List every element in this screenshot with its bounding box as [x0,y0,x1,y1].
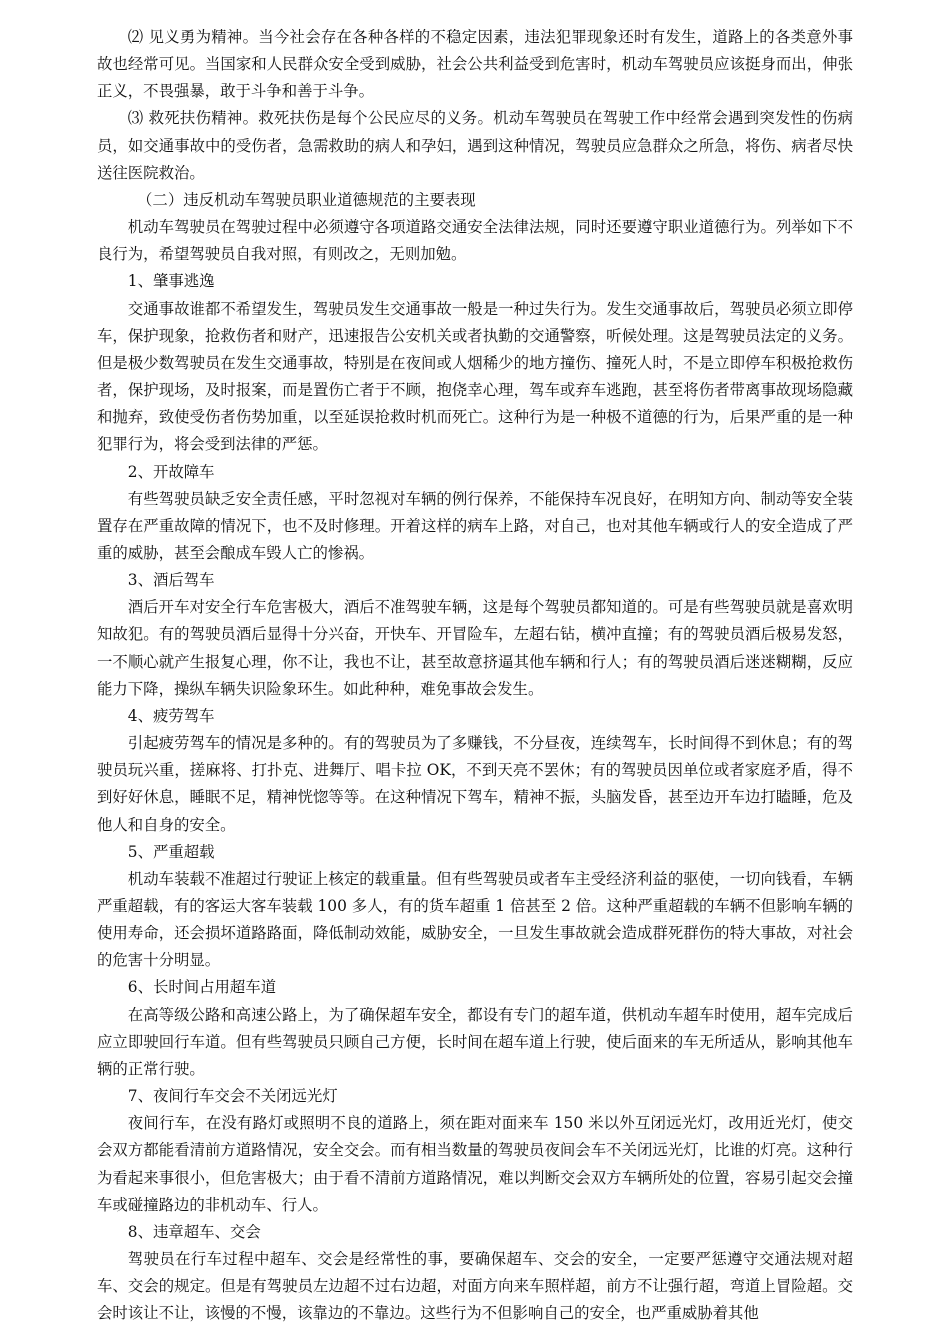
item-heading-faulty-vehicle: 2、开故障车 [127,462,215,481]
document-page [97,24,853,1328]
item-heading-illegal-overtaking: 8、违章超车、交会 [127,1222,261,1241]
paragraph-faulty-vehicle: 有些驾驶员缺乏安全责任感，平时忽视对车辆的例行保养，不能保持车况良好，在明知方向、制动等安全装置存在严重故障的情况下，也不及时修理。开着这样的病车上路，对自己，也对其他车辆或行人的安全造成了严重的威胁，甚至会酿成车毁人亡的惨祸。 [97,489,853,562]
item-heading-high-beam: 7、夜间行车交会不关闭远光灯 [127,1087,338,1106]
paragraph-passing-lane: 在高等级公路和高速公路上，为了确保超车安全，都设有专门的超车道，供机动车超车时使用，超车完成后应立即驶回行车道。但有些驾驶员只顾自己方便，长时间在超车道上行驶，使后面来的车无所适从，影响其他车辆的正常行驶。 [97,1005,853,1078]
paragraph-spirit-rescue: ⑶ 救死扶伤精神。救死扶伤是每个公民应尽的义务。机动车驾驶员在驾驶工作中经常会遇到突发性的伤病员，如交通事故中的受伤者，急需救助的病人和孕妇，遇到这种情况，驾驶员应急群众之所急，将伤、病者尽快送往医院救治。 [97,109,853,182]
paragraph-hit-and-run: 交通事故谁都不希望发生，驾驶员发生交通事故一般是一种过失行为。发生交通事故后，驾驶员必须立即停车，保护现象，抢救伤者和财产，迅速报告公安机关或者执勤的交通警察，听候处理。这是驾驶员法定的义务。但是极少数驾驶员在发生交通事故，特别是在夜间或人烟稀少的地方撞伤、撞死人时，不是立即停车积极抢救伤者，保护现场，及时报案，而是置伤亡者于不顾，抱侥幸心理，驾车或弃车逃跑，甚至将伤者带离事故现场隐藏和抛弃，致使受伤者伤势加重，以至延误抢救时机而死亡。这种行为是一种极不道德的行为，后果严重的是一种犯罪行为，将会受到法律的严惩。 [97,299,853,454]
paragraph-fatigue-driving: 引起疲劳驾车的情况是多种的。有的驾驶员为了多赚钱，不分昼夜，连续驾车，长时间得不到休息；有的驾驶员玩兴重，搓麻将、打扑克、进舞厅、唱卡拉 OK，不到天亮不罢休；有的驾驶员因单位或者家庭矛盾，得不到好好休息，睡眠不足，精神恍惚等等。在这种情况下驾车，精神不振，头脑发昏，甚至边开车边打瞌睡，危及他人和自身的安全。 [97,734,853,834]
item-heading-fatigue-driving: 4、疲劳驾车 [127,706,215,725]
paragraph-violations-intro: 机动车驾驶员在驾驶过程中必须遵守各项道路交通安全法律法规，同时还要遵守职业道德行为。列举如下不良行为，希望驾驶员自我对照，有则改之，无则加勉。 [97,218,853,264]
paragraph-spirit-bravery: ⑵ 见义勇为精神。当今社会存在各种各样的不稳定因素，违法犯罪现象还时有发生，道路上的各类意外事故也经常可见。当国家和人民群众安全受到威胁，社会公共利益受到危害时，机动车驾驶员应该挺身而出，伸张正义，不畏强暴，敢于斗争和善于斗争。 [97,28,853,101]
item-heading-overloading: 5、严重超载 [127,842,215,861]
paragraph-overloading: 机动车装载不准超过行驶证上核定的载重量。但有些驾驶员或者车主受经济利益的驱使，一切向钱看，车辆严重超载，有的客运大客车装载 100 多人，有的货车超重 1 倍甚至 2 倍。这种严重超载的车辆不但影响车辆的使用寿命，还会损坏道路路面，降低制动效能，威胁安全，一旦发生事故就会造成群死群伤的特大事故，对社会的危害十分明显。 [97,869,853,970]
paragraph-drunk-driving: 酒后开车对安全行车危害极大，酒后不准驾驶车辆，这是每个驾驶员都知道的。可是有些驾驶员就是喜欢明知故犯。有的驾驶员酒后显得十分兴奋，开快车、开冒险车，左超右钻，横冲直撞；有的驾驶员酒后极易发怒，一不顺心就产生报复心理，你不让，我也不让，甚至故意挤逼其他车辆和行人；有的驾驶员酒后迷迷糊糊，反应能力下降，操纵车辆失识险象环生。如此种种，难免事故会发生。 [97,598,853,698]
item-heading-hit-and-run: 1、肇事逃逸 [127,272,215,291]
paragraph-illegal-overtaking: 驾驶员在行车过程中超车、交会是经常性的事，要确保超车、交会的安全，一定要严惩遵守交通法规对超车、交会的规定。但是有驾驶员左边超不过右边超，对面方向来车照样超，前方不让强行超，弯道上冒险超。交会时该让不让，该慢的不慢，该靠边的不靠边。这些行为不但影响自己的安全，也严重威胁着其他 [97,1250,853,1323]
paragraph-high-beam: 夜间行车，在没有路灯或照明不良的道路上，须在距对面来车 150 米以外互闭远光灯，改用近光灯，使交会双方都能看清前方道路情况，安全交会。而有相当数量的驾驶员夜间会车不关闭远光灯，比谁的灯亮。这种行为看起来事很小，但危害极大；由于看不清前方道路情况，难以判断交会双方车辆所处的位置，容易引起交会撞车或碰撞路边的非机动车、行人。 [97,1114,853,1214]
section-heading-violations: （二）违反机动车驾驶员职业道德规范的主要表现 [137,190,476,209]
item-heading-drunk-driving: 3、酒后驾车 [127,571,215,590]
item-heading-passing-lane: 6、长时间占用超车道 [127,978,277,997]
